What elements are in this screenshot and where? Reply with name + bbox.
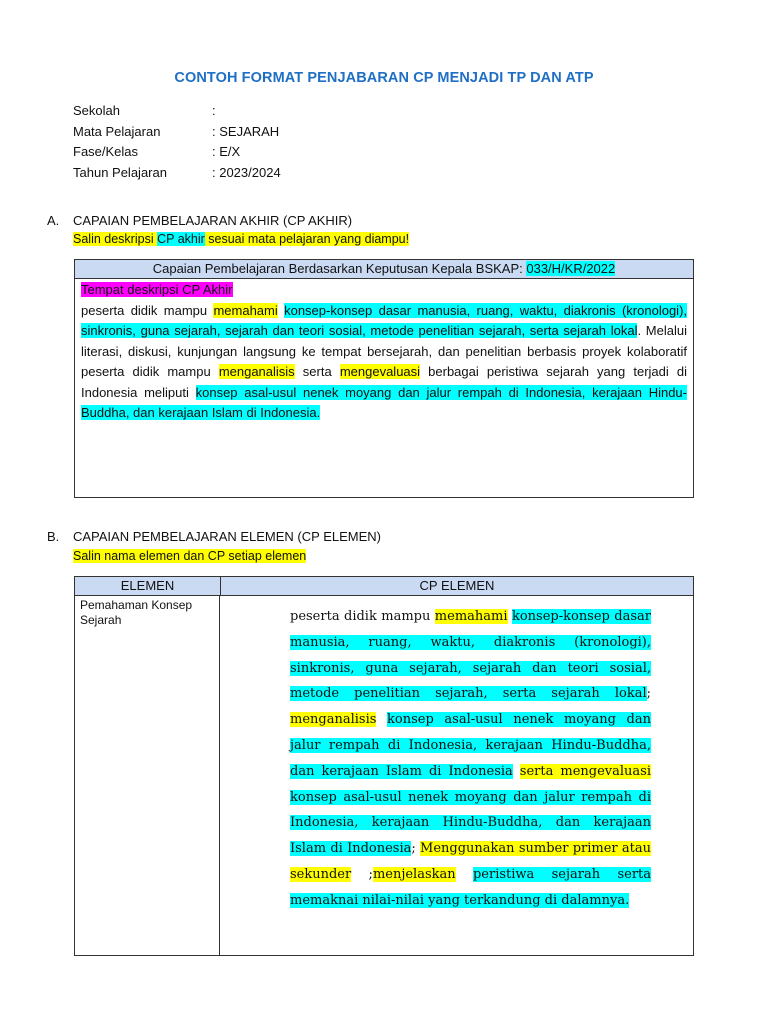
cp-elemen-cell[interactable] (220, 596, 693, 956)
table-header (75, 577, 693, 596)
header-text: Capaian Pembelajaran Berdasarkan Keputusan Kepala BSKAP: (152, 261, 527, 276)
note-text: Salin deskripsi (73, 232, 158, 246)
text-run (456, 867, 473, 882)
section-letter: B. (47, 529, 60, 544)
note-highlight: CP akhir (157, 232, 205, 246)
text-run: berbagai peristiwa sejarah yang terjadi di Indonesia meliputi (81, 364, 688, 400)
section-a-heading (47, 213, 352, 228)
info-value: : SEJARAH (212, 123, 280, 139)
table-row (75, 596, 693, 956)
section-title: CAPAIAN PEMBELAJARAN AKHIR (CP AKHIR) (73, 213, 353, 228)
decree-number: 033/H/KR/2022 (526, 261, 616, 276)
column-header-cp-elemen: CP ELEMEN (419, 578, 495, 593)
concept-highlight: konsep-konsep dasar manusia, ruang, waktu, diakronis (kronologi), sinkronis, guna sejarah, sejarah dan teori sosial, metode penelitian sejarah, serta sejarah lokal (290, 609, 652, 702)
placeholder-label: Tempat deskripsi CP Akhir (81, 282, 233, 297)
info-label: Sekolah (73, 103, 120, 118)
keyword-highlight: menganalisis (290, 712, 377, 728)
info-label: Mata Pelajaran (73, 123, 161, 139)
cp-akhir-box (74, 259, 694, 498)
cp-elemen-table (74, 576, 694, 956)
info-label: Tahun Pelajaran (73, 164, 167, 180)
section-title: CAPAIAN PEMBELAJARAN ELEMEN (CP ELEMEN) (73, 529, 381, 544)
info-row-year (73, 163, 281, 184)
keyword-highlight: mengevaluasi (339, 364, 421, 379)
keyword-highlight: menjelaskan (372, 866, 456, 882)
info-value: : (212, 103, 216, 118)
text-run (376, 712, 387, 727)
keyword-highlight: serta mengevaluasi (519, 763, 651, 779)
text-run: peserta didik mampu (81, 302, 214, 318)
cp-akhir-description[interactable] (75, 279, 693, 424)
concept-highlight: peristiwa sejarah serta memaknai nilai-nilai yang terkandung di dalamnya. (290, 866, 652, 908)
info-row-phase (73, 142, 281, 163)
note-text: sesuai mata pelajaran yang diampu! (204, 232, 410, 246)
keyword-highlight: memahami (213, 302, 278, 318)
concept-highlight: konsep asal-usul nenek moyang dan jalur rempah di Indonesia, kerajaan Hindu-Buddha, dan kerajaan Islam di Indonesia (290, 712, 651, 779)
column-header-elemen: ELEMEN (75, 577, 221, 595)
text-run: serta (294, 364, 340, 379)
cp-akhir-header (75, 260, 693, 279)
concept-highlight: konsep-konsep dasar manusia, ruang, waktu, diakronis (kronologi), sinkronis, guna sejarah, sejarah dan teori sosial, metode penelitian sejarah, serta sejarah lokal (81, 302, 688, 338)
page-title: CONTOH FORMAT PENJABARAN CP MENJADI TP DAN ATP (174, 70, 594, 86)
element-name-cell[interactable]: Pemahaman Konsep Sejarah (75, 596, 220, 956)
info-row-school (73, 101, 281, 122)
note-text: Salin nama elemen dan CP setiap elemen (73, 549, 307, 563)
text-run: ; (411, 841, 421, 857)
section-letter: A. (47, 213, 60, 228)
section-a-instruction (73, 232, 409, 246)
text-run: ; (646, 686, 651, 702)
keyword-highlight: Menggunakan sumber primer atau sekunder (290, 841, 651, 882)
text-run: ; (351, 866, 373, 882)
info-row-subject (73, 122, 281, 143)
concept-highlight: konsep asal-usul nenek moyang dan jalur rempah di Indonesia, kerajaan Hindu-Buddha, dan kerajaan Islam di Indonesia (290, 789, 651, 857)
text-run: . Melalui literasi, diskusi, kunjungan langsung ke tempat bersejarah, dan penelitian berbasis proyek kolaboratif peserta didik mampu (81, 323, 687, 379)
info-value: : E/X (212, 144, 241, 159)
section-b-instruction (73, 549, 306, 563)
school-info (73, 101, 281, 183)
text-run (513, 764, 520, 779)
info-label: Fase/Kelas (73, 144, 139, 159)
text-run: peserta didik mampu (290, 609, 435, 624)
info-value: : 2023/2024 (212, 164, 281, 180)
keyword-highlight: memahami (434, 609, 508, 624)
section-b-heading (47, 529, 381, 544)
keyword-highlight: menganalisis (218, 364, 295, 379)
concept-highlight: konsep asal-usul nenek moyang dan jalur rempah di Indonesia, kerajaan Hindu-Buddha, dan kerajaan Islam di Indonesia. (81, 384, 687, 420)
